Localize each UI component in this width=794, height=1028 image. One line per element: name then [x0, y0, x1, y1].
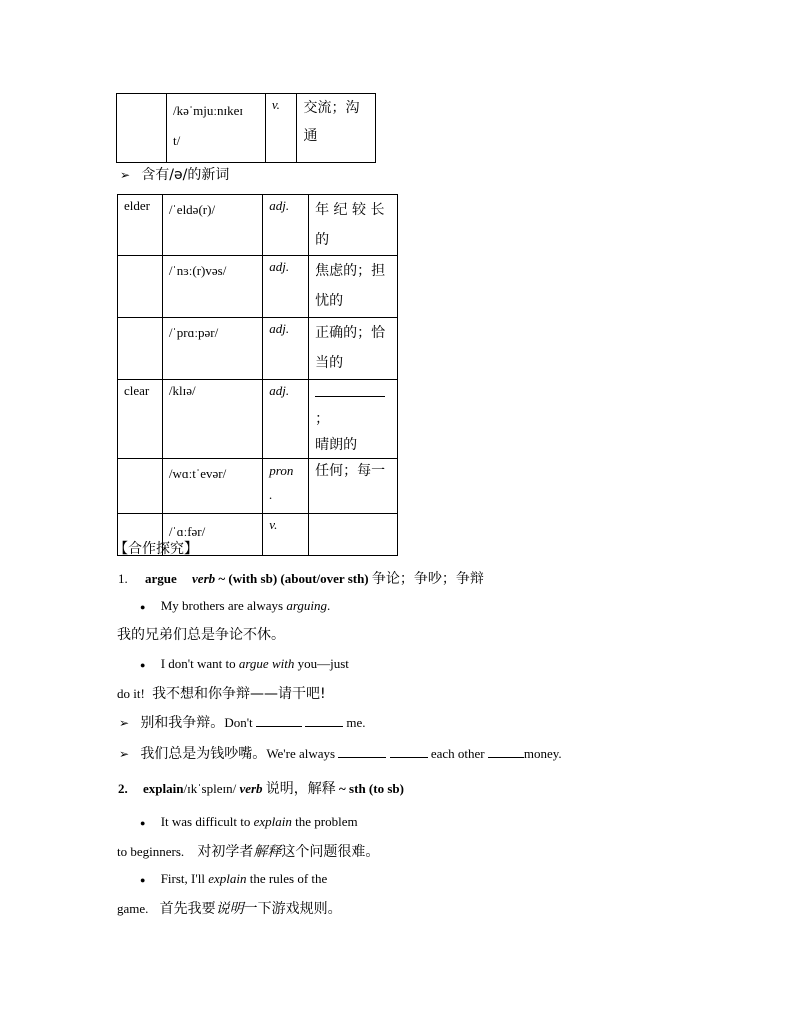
meaning-cell: [309, 318, 398, 380]
phonetic-cell: /ˈeldə(r)/: [162, 195, 262, 256]
entry-explain: [118, 778, 404, 798]
section-heading: [120, 164, 229, 184]
meaning-cell: [309, 256, 398, 318]
table-row: [118, 380, 398, 459]
section-heading-text: 含有/ə/的新词: [141, 167, 230, 183]
meaning-line: 焦虑的；担: [315, 263, 386, 279]
pos-cell: adj.: [263, 256, 309, 318]
pos-cell: adj.: [263, 380, 309, 459]
phonetic-cell: /ˈnɜː(r)vəs/: [162, 256, 262, 318]
fill-in-blank[interactable]: [390, 757, 428, 758]
fill-in-blank[interactable]: [305, 726, 343, 727]
phonetic-cell: /ˈprɑːpər/: [162, 318, 262, 380]
word-cell: [118, 256, 163, 318]
arrowhead-right-icon: ➢: [120, 168, 131, 182]
word-cell: elder: [118, 195, 163, 256]
phonetic-cell: /klɪə/: [162, 380, 262, 459]
example-translation: 对初学者解释这个问题很难。: [197, 844, 380, 860]
definition: 说明，解释: [265, 781, 336, 797]
meaning-line: ；: [315, 411, 330, 427]
pos-cell: adj.: [263, 195, 309, 256]
meaning-cell: [309, 380, 398, 459]
meaning-line: 年 纪 较 长: [315, 202, 385, 218]
meaning-line: 交流；沟: [303, 100, 360, 116]
meaning-line: 正确的；恰: [315, 325, 386, 341]
table-row: [118, 256, 398, 318]
exercise-line: ➢ 别和我争辩。Don't me.: [119, 715, 366, 731]
phonetic-line: /kəˈmjuːnɪkeɪ: [172, 103, 243, 118]
word-cell: [117, 94, 167, 163]
arrowhead-right-icon: ➢: [119, 716, 130, 730]
definition: 争论；争吵；争辩: [371, 571, 484, 587]
fill-in-blank[interactable]: [315, 396, 385, 397]
phonetic: /ɪkˈspleɪn/: [183, 781, 237, 796]
bullet-dot-icon: ●: [140, 660, 146, 670]
pos-line: pron: [269, 463, 294, 478]
fill-in-blank[interactable]: [256, 726, 302, 727]
pos-cell: adj.: [263, 318, 309, 380]
meaning-cell: [309, 459, 398, 514]
word-cell: [118, 318, 163, 380]
usage-pattern: ~ (with sb) (about/over sth): [218, 571, 369, 586]
pos-cell: v.: [265, 94, 297, 163]
headword: explain: [143, 781, 184, 796]
arrowhead-right-icon: ➢: [119, 747, 130, 761]
entry-number: 1.: [118, 571, 128, 586]
fill-in-blank[interactable]: [338, 757, 386, 758]
entry-number: 2.: [118, 781, 128, 796]
example-continuation: game. 首先我要说明一下游戏规则。: [117, 901, 342, 917]
phonetic-line: t/: [172, 133, 181, 148]
headword: argue: [145, 571, 177, 586]
pos-cell: v.: [263, 514, 309, 556]
usage-pattern: ~ sth (to sb): [339, 781, 404, 796]
meaning-line: 忧的: [315, 293, 344, 309]
pos-line: .: [269, 487, 273, 502]
example-translation: 我的兄弟们总是争论不休。: [117, 627, 285, 643]
part-of-speech: verb: [239, 781, 263, 796]
pos-cell: [263, 459, 309, 514]
vocab-table-communicate: [116, 93, 376, 163]
example-continuation: do it! 我不想和你争辩——请干吧!: [117, 686, 326, 702]
meaning-cell: [297, 94, 376, 163]
entry-argue: [118, 568, 484, 588]
phonetic-cell: /wɑːtˈevər/: [162, 459, 262, 514]
phonetic-cell: [166, 94, 265, 163]
table-row: [117, 94, 376, 163]
exercise-line: ➢ 我们总是为钱吵嘴。We're always each other money.: [119, 746, 562, 762]
example-continuation: to beginners. 对初学者解释这个问题很难。: [117, 844, 380, 860]
meaning-line: 的: [315, 232, 330, 248]
cooperate-heading: 【合作探究】: [114, 541, 198, 557]
table-row: [118, 318, 398, 380]
example-translation: 我不想和你争辩——请干吧!: [152, 686, 326, 702]
bullet-dot-icon: ●: [140, 602, 146, 612]
example-sentence: ● First, I'll explain the rules of the: [140, 871, 328, 886]
word-cell: clear: [118, 380, 163, 459]
table-row: [118, 459, 398, 514]
bullet-dot-icon: ●: [140, 818, 146, 828]
table-row: [118, 195, 398, 256]
meaning-cell: [309, 514, 398, 556]
vocab-table-schwa: [117, 194, 398, 556]
bullet-dot-icon: ●: [140, 875, 146, 885]
fill-in-blank[interactable]: [488, 757, 524, 758]
meaning-line: 晴朗的: [315, 437, 358, 453]
meaning-cell: [309, 195, 398, 256]
meaning-line: 通: [303, 128, 318, 144]
example-sentence: ● I don't want to argue with you—just: [140, 656, 349, 671]
phonetic-cell: /ˈɑːfər/: [162, 514, 262, 556]
example-sentence: ● My brothers are always arguing.: [140, 598, 331, 613]
word-cell: [118, 459, 163, 514]
part-of-speech: verb: [192, 571, 216, 586]
example-sentence: ● It was difficult to explain the problem: [140, 814, 358, 829]
meaning-line: 任何；每一: [315, 463, 386, 479]
example-translation: 首先我要说明一下游戏规则。: [159, 901, 342, 917]
meaning-line: 当的: [315, 355, 344, 371]
